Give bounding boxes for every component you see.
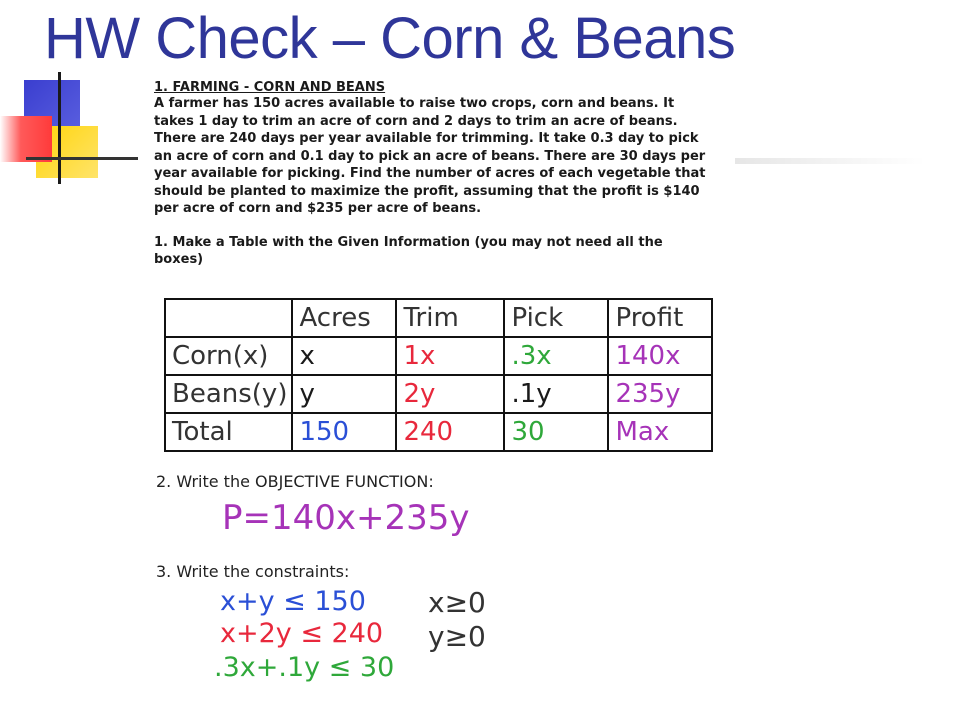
table-header-row [165, 299, 712, 337]
table-cell: .3x [504, 337, 608, 375]
given-info-table [164, 298, 713, 452]
table-cell: 1x [396, 337, 504, 375]
slide-title: HW Check – Corn & Beans [44, 6, 736, 71]
table-cell: 150 [292, 413, 396, 451]
table-cell: 30 [504, 413, 608, 451]
nonneg-y: y≥0 [428, 620, 486, 653]
objective-function: P=140x+235y [222, 498, 470, 538]
table-cell: .1y [504, 375, 608, 413]
constraint-pick: .3x+.1y ≤ 30 [214, 652, 395, 683]
decorative-red-square [0, 116, 52, 162]
table-header-cell: Profit [608, 299, 712, 337]
table-row [165, 375, 712, 413]
table-cell: 140x [608, 337, 712, 375]
table-row-label: Total [165, 413, 292, 451]
decorative-vertical-line [58, 72, 61, 184]
table-cell: 240 [396, 413, 504, 451]
table-header-cell [165, 299, 292, 337]
table-row [165, 337, 712, 375]
problem-text: A farmer has 150 acres available to raise two crops, corn and beans. It takes 1 day to trim an acre of corn and 2 days to trim an acre of beans. There are 240 days per year available for trimming. It take 0.3 day to pick an acre of corn and 0.1 day to pick an acre of beans. There are 30 days per year available for picking. Find the number of acres of each vegetable that should be planted to maximize the profit, assuming that the profit is $140 per acre of corn and $235 per acre of beans. [154, 96, 706, 216]
problem-statement [154, 80, 734, 282]
table-header-cell: Pick [504, 299, 608, 337]
table-row-label: Corn(x) [165, 337, 292, 375]
constraint-acres: x+y ≤ 150 [220, 586, 366, 617]
constraint-trim: x+2y ≤ 240 [220, 618, 384, 649]
table-cell: 235y [608, 375, 712, 413]
decorative-horizontal-line [26, 157, 138, 160]
decorative-fade-line [735, 158, 925, 164]
table-header-cell: Acres [292, 299, 396, 337]
step1-label: 1. Make a Table with the Given Information (you may not need all the boxes) [154, 234, 663, 267]
table-row [165, 413, 712, 451]
step2-label: 2. Write the OBJECTIVE FUNCTION: [156, 472, 434, 491]
table-cell: x [292, 337, 396, 375]
table-cell: 2y [396, 375, 504, 413]
table-cell: y [292, 375, 396, 413]
nonneg-x: x≥0 [428, 586, 486, 619]
step3-label: 3. Write the constraints: [156, 562, 350, 581]
table-header-cell: Trim [396, 299, 504, 337]
table-row-label: Beans(y) [165, 375, 292, 413]
problem-heading: 1. FARMING - CORN AND BEANS [154, 80, 386, 95]
table-cell: Max [608, 413, 712, 451]
